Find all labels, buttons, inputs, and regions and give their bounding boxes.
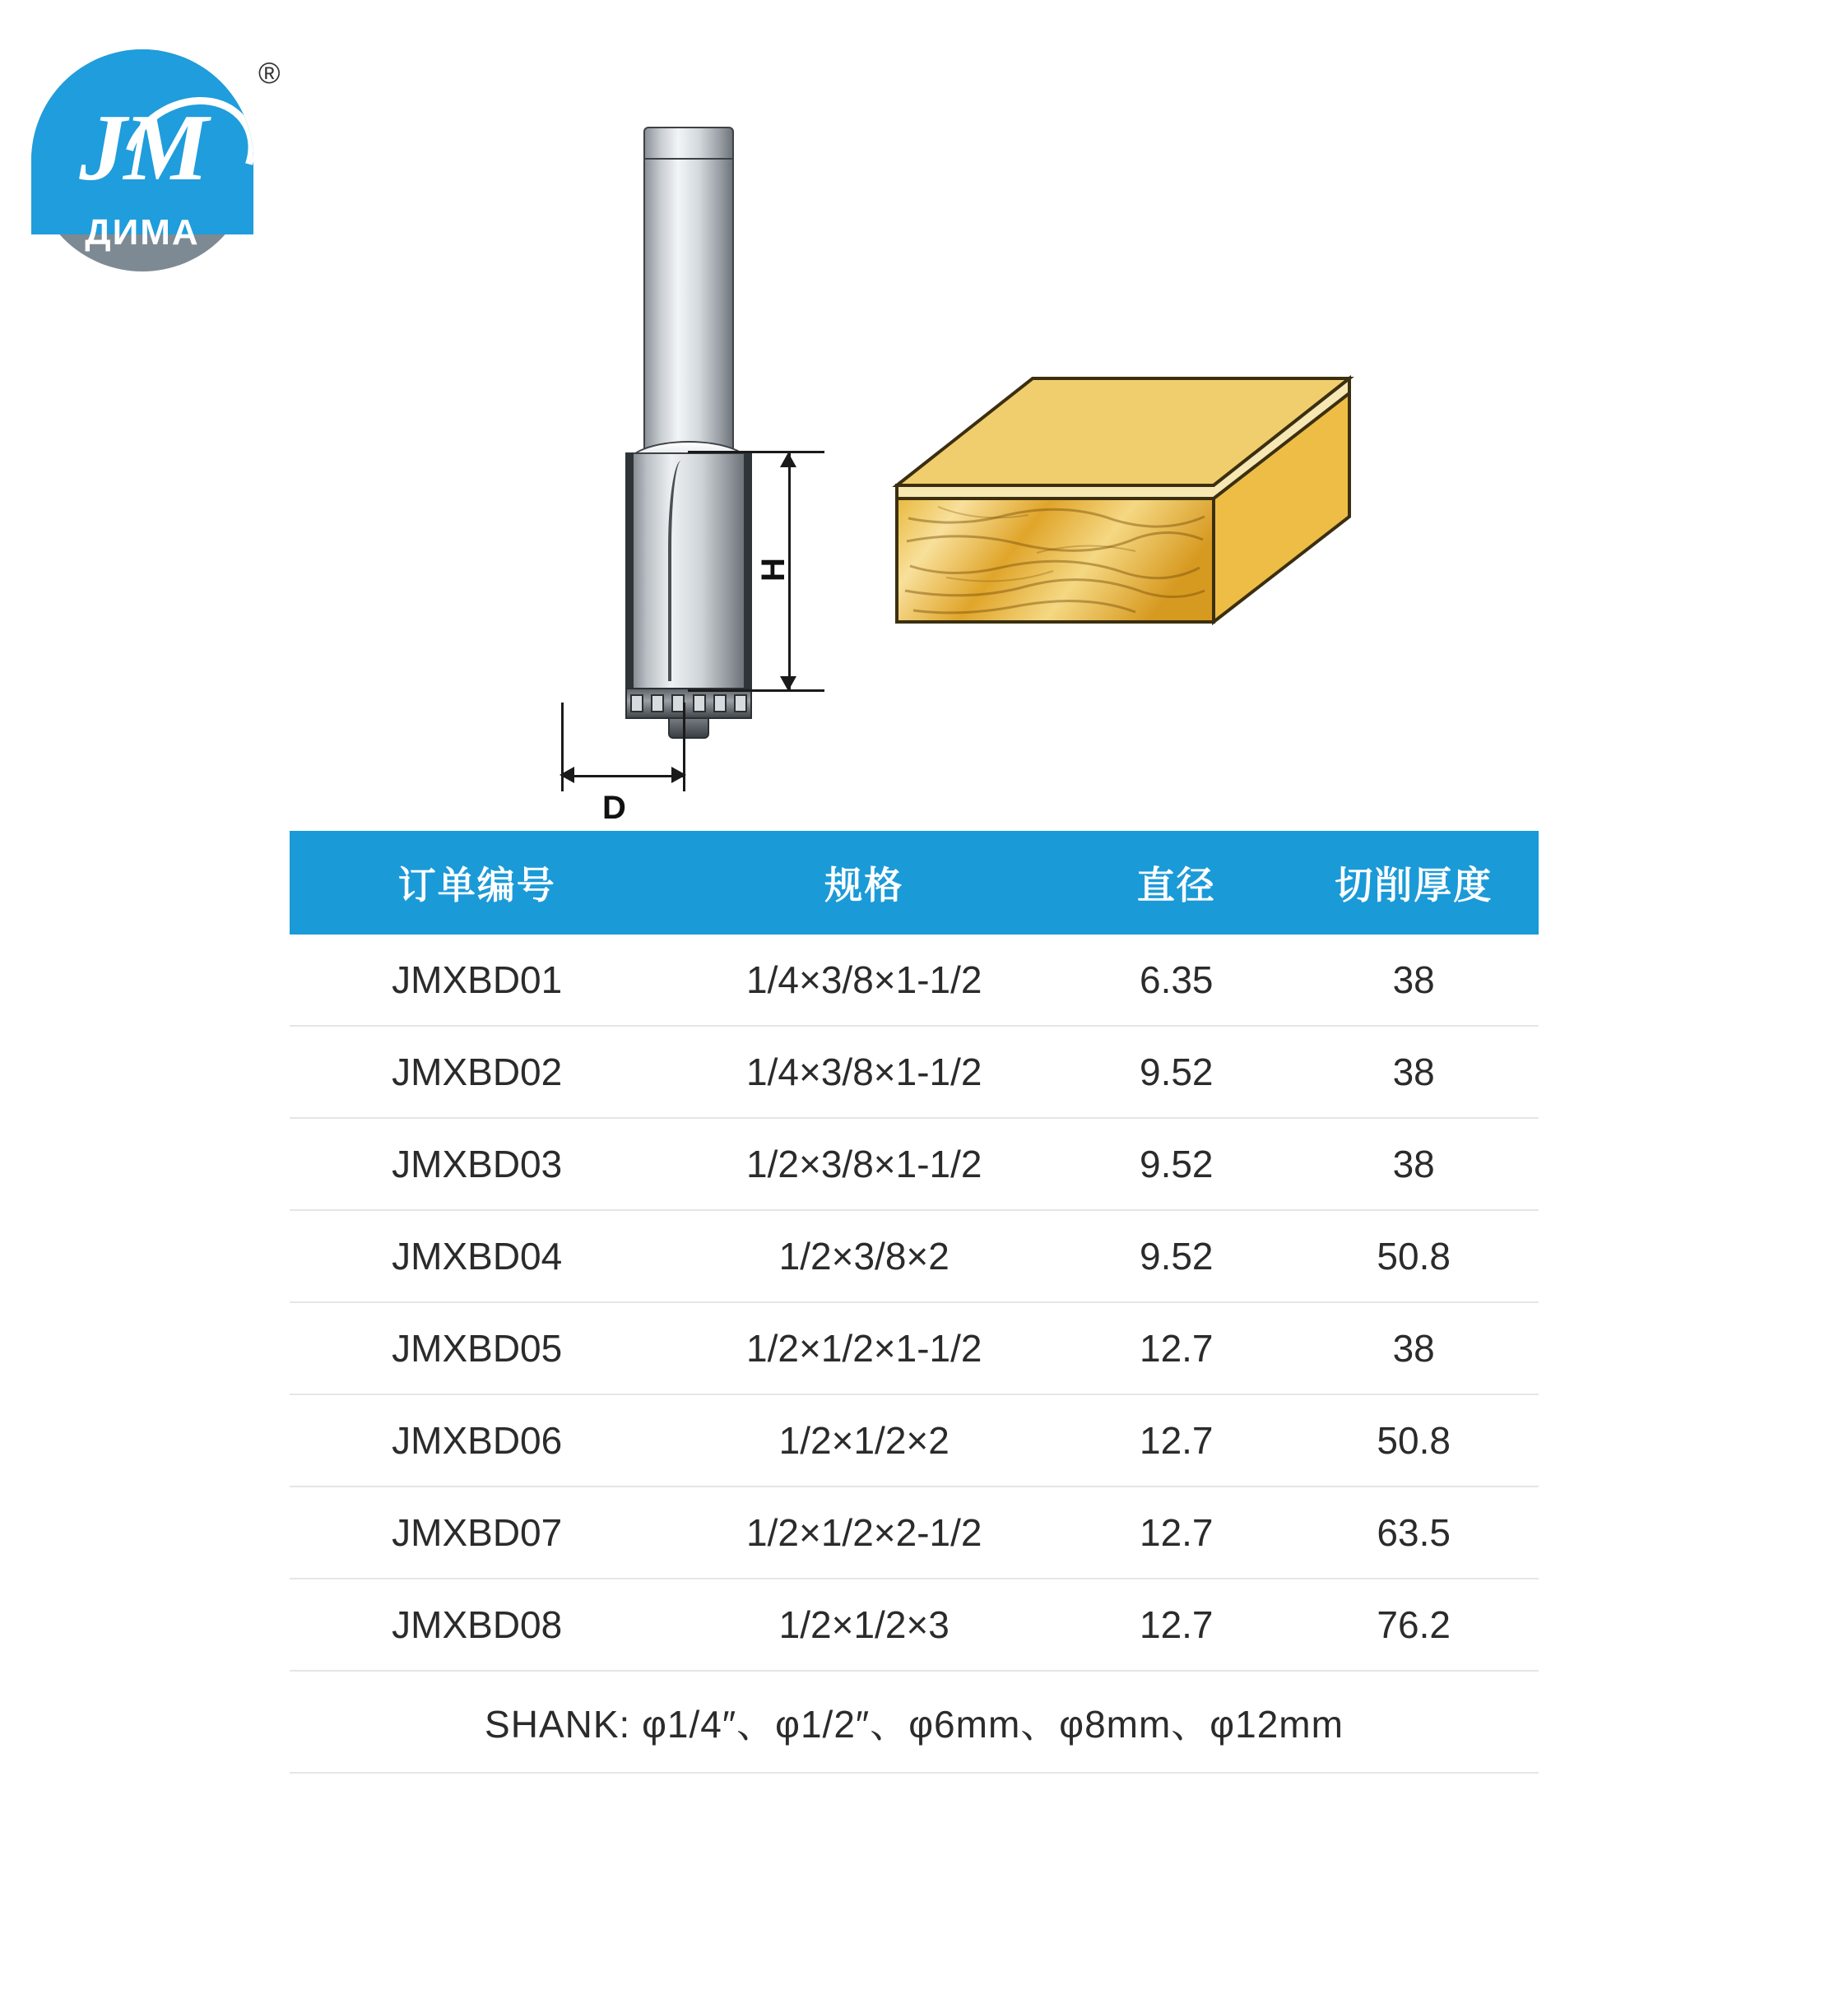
cell-cut-thickness: 38 xyxy=(1288,1118,1539,1210)
dimension-d-line xyxy=(563,775,683,777)
bit-shank-top-edge xyxy=(643,158,734,160)
dimension-h-arrow-down-icon xyxy=(780,676,796,691)
cell-spec: 1/4×3/8×1-1/2 xyxy=(664,1026,1064,1118)
cell-spec: 1/2×1/2×2 xyxy=(664,1394,1064,1486)
cell-spec: 1/2×1/2×1-1/2 xyxy=(664,1302,1064,1394)
cell-cut-thickness: 50.8 xyxy=(1288,1210,1539,1302)
logo-upper-circle xyxy=(31,49,253,234)
cell-cut-thickness: 76.2 xyxy=(1288,1579,1539,1671)
bit-right-cutting-edge xyxy=(744,452,752,691)
bit-bearing-detail xyxy=(630,693,747,714)
cell-cut-thickness: 38 xyxy=(1288,935,1539,1026)
cell-spec: 1/2×3/8×1-1/2 xyxy=(664,1118,1064,1210)
cell-cut-thickness: 38 xyxy=(1288,1302,1539,1394)
cell-order-no: JMXBD01 xyxy=(290,935,664,1026)
cell-spec: 1/4×3/8×1-1/2 xyxy=(664,935,1064,1026)
workpiece-illustration xyxy=(889,370,1366,716)
table-row xyxy=(290,1394,1539,1486)
wood-block-svg xyxy=(889,370,1366,716)
cell-diameter: 12.7 xyxy=(1064,1486,1288,1579)
cell-diameter: 9.52 xyxy=(1064,1026,1288,1118)
brand-logo xyxy=(15,25,295,253)
table-row xyxy=(290,1210,1539,1302)
cell-cut-thickness: 38 xyxy=(1288,1026,1539,1118)
table-row xyxy=(290,1118,1539,1210)
table-row xyxy=(290,1026,1539,1118)
table-header-row xyxy=(290,831,1539,935)
logo-subtext: ДИМА xyxy=(85,212,200,253)
cell-diameter: 9.52 xyxy=(1064,1210,1288,1302)
registered-trademark-icon: ® xyxy=(258,56,281,90)
specification-table-container xyxy=(290,831,1539,1774)
bit-flute xyxy=(668,461,701,681)
dimension-h-label: H xyxy=(755,558,792,582)
cell-order-no: JMXBD05 xyxy=(290,1302,664,1394)
table-row xyxy=(290,1486,1539,1579)
cell-diameter: 6.35 xyxy=(1064,935,1288,1026)
shank-note: SHANK: φ1/4″、φ1/2″、φ6mm、φ8mm、φ12mm xyxy=(290,1671,1539,1773)
cell-spec: 1/2×1/2×2-1/2 xyxy=(664,1486,1064,1579)
cell-diameter: 9.52 xyxy=(1064,1118,1288,1210)
cell-spec: 1/2×1/2×3 xyxy=(664,1579,1064,1671)
cell-diameter: 12.7 xyxy=(1064,1579,1288,1671)
column-header-spec: 规格 xyxy=(664,831,1064,935)
bit-bearing-screw xyxy=(668,717,709,739)
logo-monogram: JM xyxy=(79,95,206,201)
cell-cut-thickness: 50.8 xyxy=(1288,1394,1539,1486)
cell-order-no: JMXBD02 xyxy=(290,1026,664,1118)
specification-table xyxy=(290,831,1539,1774)
dimension-d-arrow-right-icon xyxy=(671,767,686,783)
dimension-h-upper-extension xyxy=(688,451,824,453)
cell-order-no: JMXBD03 xyxy=(290,1118,664,1210)
cell-order-no: JMXBD06 xyxy=(290,1394,664,1486)
cell-order-no: JMXBD08 xyxy=(290,1579,664,1671)
bit-left-cutting-edge xyxy=(625,452,634,691)
router-bit-illustration xyxy=(592,107,806,732)
table-row xyxy=(290,935,1539,1026)
cell-order-no: JMXBD07 xyxy=(290,1486,664,1579)
cell-cut-thickness: 63.5 xyxy=(1288,1486,1539,1579)
column-header-order-no: 订单编号 xyxy=(290,831,664,935)
table-footer-row xyxy=(290,1671,1539,1773)
product-diagram xyxy=(527,90,1679,826)
bit-shank xyxy=(643,127,734,456)
dimension-h-lower-extension xyxy=(688,689,824,692)
column-header-diameter: 直径 xyxy=(1064,831,1288,935)
dimension-d-arrow-left-icon xyxy=(560,767,574,783)
table-body xyxy=(290,935,1539,1773)
column-header-cut-thickness: 切削厚度 xyxy=(1288,831,1539,935)
cell-diameter: 12.7 xyxy=(1064,1394,1288,1486)
cell-diameter: 12.7 xyxy=(1064,1302,1288,1394)
table-row xyxy=(290,1579,1539,1671)
cell-spec: 1/2×3/8×2 xyxy=(664,1210,1064,1302)
table-row xyxy=(290,1302,1539,1394)
table-header xyxy=(290,831,1539,935)
dimension-d-label: D xyxy=(602,790,626,826)
dimension-h-arrow-up-icon xyxy=(780,452,796,467)
cell-order-no: JMXBD04 xyxy=(290,1210,664,1302)
